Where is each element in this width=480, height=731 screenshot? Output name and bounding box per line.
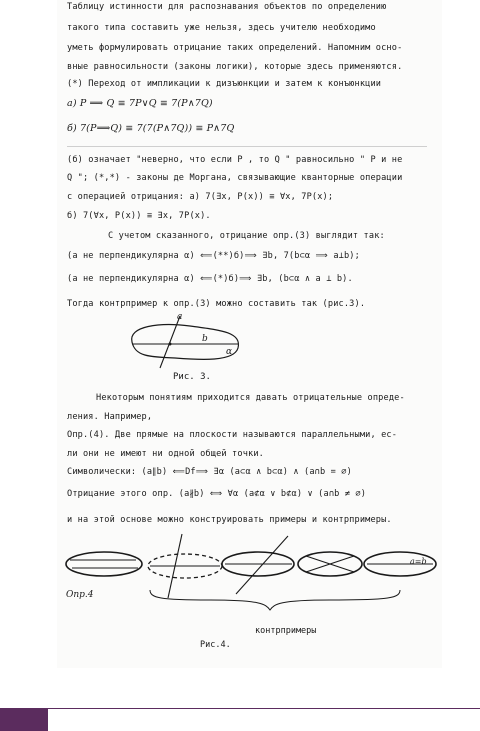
text-line: (а не перпендикулярна α) ⟸(**)б)⟹ ∃b, 7(b⊂α ⟹ a⊥b); xyxy=(67,251,360,261)
figure-3-caption: Рис. 3. xyxy=(173,372,211,382)
text-line: (а не перпендикулярна α) ⟸(*)б)⟹ ∃b, (b⊂α ∧ a ⊥ b). xyxy=(67,274,353,284)
figure-4-caption: Рис.4. xyxy=(200,640,231,650)
text-line: Q "; (*,*) - законы де Моргана, связывающие кванторные операции xyxy=(67,173,403,183)
text-line: Таблицу истинности для распознавания объектов по определению xyxy=(67,2,387,12)
text-line: С учетом сказанного, отрицание опр.(3) выглядит так: xyxy=(108,231,385,241)
definition-4-label: Опр.4 xyxy=(66,590,94,600)
figure-4-diagram xyxy=(60,528,442,618)
divider xyxy=(67,146,427,147)
text-line: ления. Например, xyxy=(67,412,153,422)
footer-rule xyxy=(48,708,480,709)
text-line: (б) означает "неверно, что если P , то Q " равносильно " P и не xyxy=(67,155,403,165)
text-line: б) 7(∀x, P(x)) ≡ ∃x, 7P(x). xyxy=(67,211,211,221)
text-line: (*) Переход от импликации к дизъюнкции и затем к конъюнкции xyxy=(67,79,382,89)
text-line: Опр.(4). Две прямые на плоскости называются параллельными, ес- xyxy=(67,430,398,440)
formula-line: а) P ⟹ Q ≡ 7P∨Q ≡ 7(P∧7Q) xyxy=(67,98,213,109)
text-line: ли они не имеют ни одной общей точки. xyxy=(67,449,264,459)
line-a-label: a xyxy=(177,312,183,322)
text-line: Некоторым понятиям приходится давать отрицательные опреде- xyxy=(96,393,405,403)
formula-line: б) 7(P⟹Q) ≡ 7(7(P∧7Q)) ≡ P∧7Q xyxy=(67,123,235,134)
text-line: и на этой основе можно конструировать примеры и контрпримеры. xyxy=(67,515,392,525)
text-line: вные равносильности (законы логики), которые здесь применяются. xyxy=(67,62,403,72)
footer-bar xyxy=(0,700,480,731)
text-line: такого типа составить уже нельзя, здесь учителю необходимо xyxy=(67,23,376,33)
text-line: Отрицание этого опр. (a∦b) ⟺ ∀α (a⊄α ∨ b⊄α) ∨ (a∩b ≠ ∅) xyxy=(67,489,367,499)
plane-alpha-label: α xyxy=(226,347,233,357)
text-line: Тогда контрпример к опр.(3) можно составить так (рис.3). xyxy=(67,299,366,309)
text-line: уметь формулировать отрицание таких определений. Напомним осно- xyxy=(67,43,403,53)
text-line: с операцией отрицания: а) 7(∃x, P(x)) ≡ ∀x, 7P(x); xyxy=(67,192,334,202)
footer-tab xyxy=(0,708,48,731)
text-line: Символически: (a∥b) ⟸Df⟹ ∃α (a⊂α ∧ b⊂α) ∧ (a∩b = ∅) xyxy=(67,467,352,477)
counterexamples-label: контрпримеры xyxy=(255,626,317,636)
coinciding-lines-label: a=b xyxy=(410,557,427,566)
figure-3-diagram xyxy=(120,312,250,374)
line-b-label: b xyxy=(202,334,208,344)
